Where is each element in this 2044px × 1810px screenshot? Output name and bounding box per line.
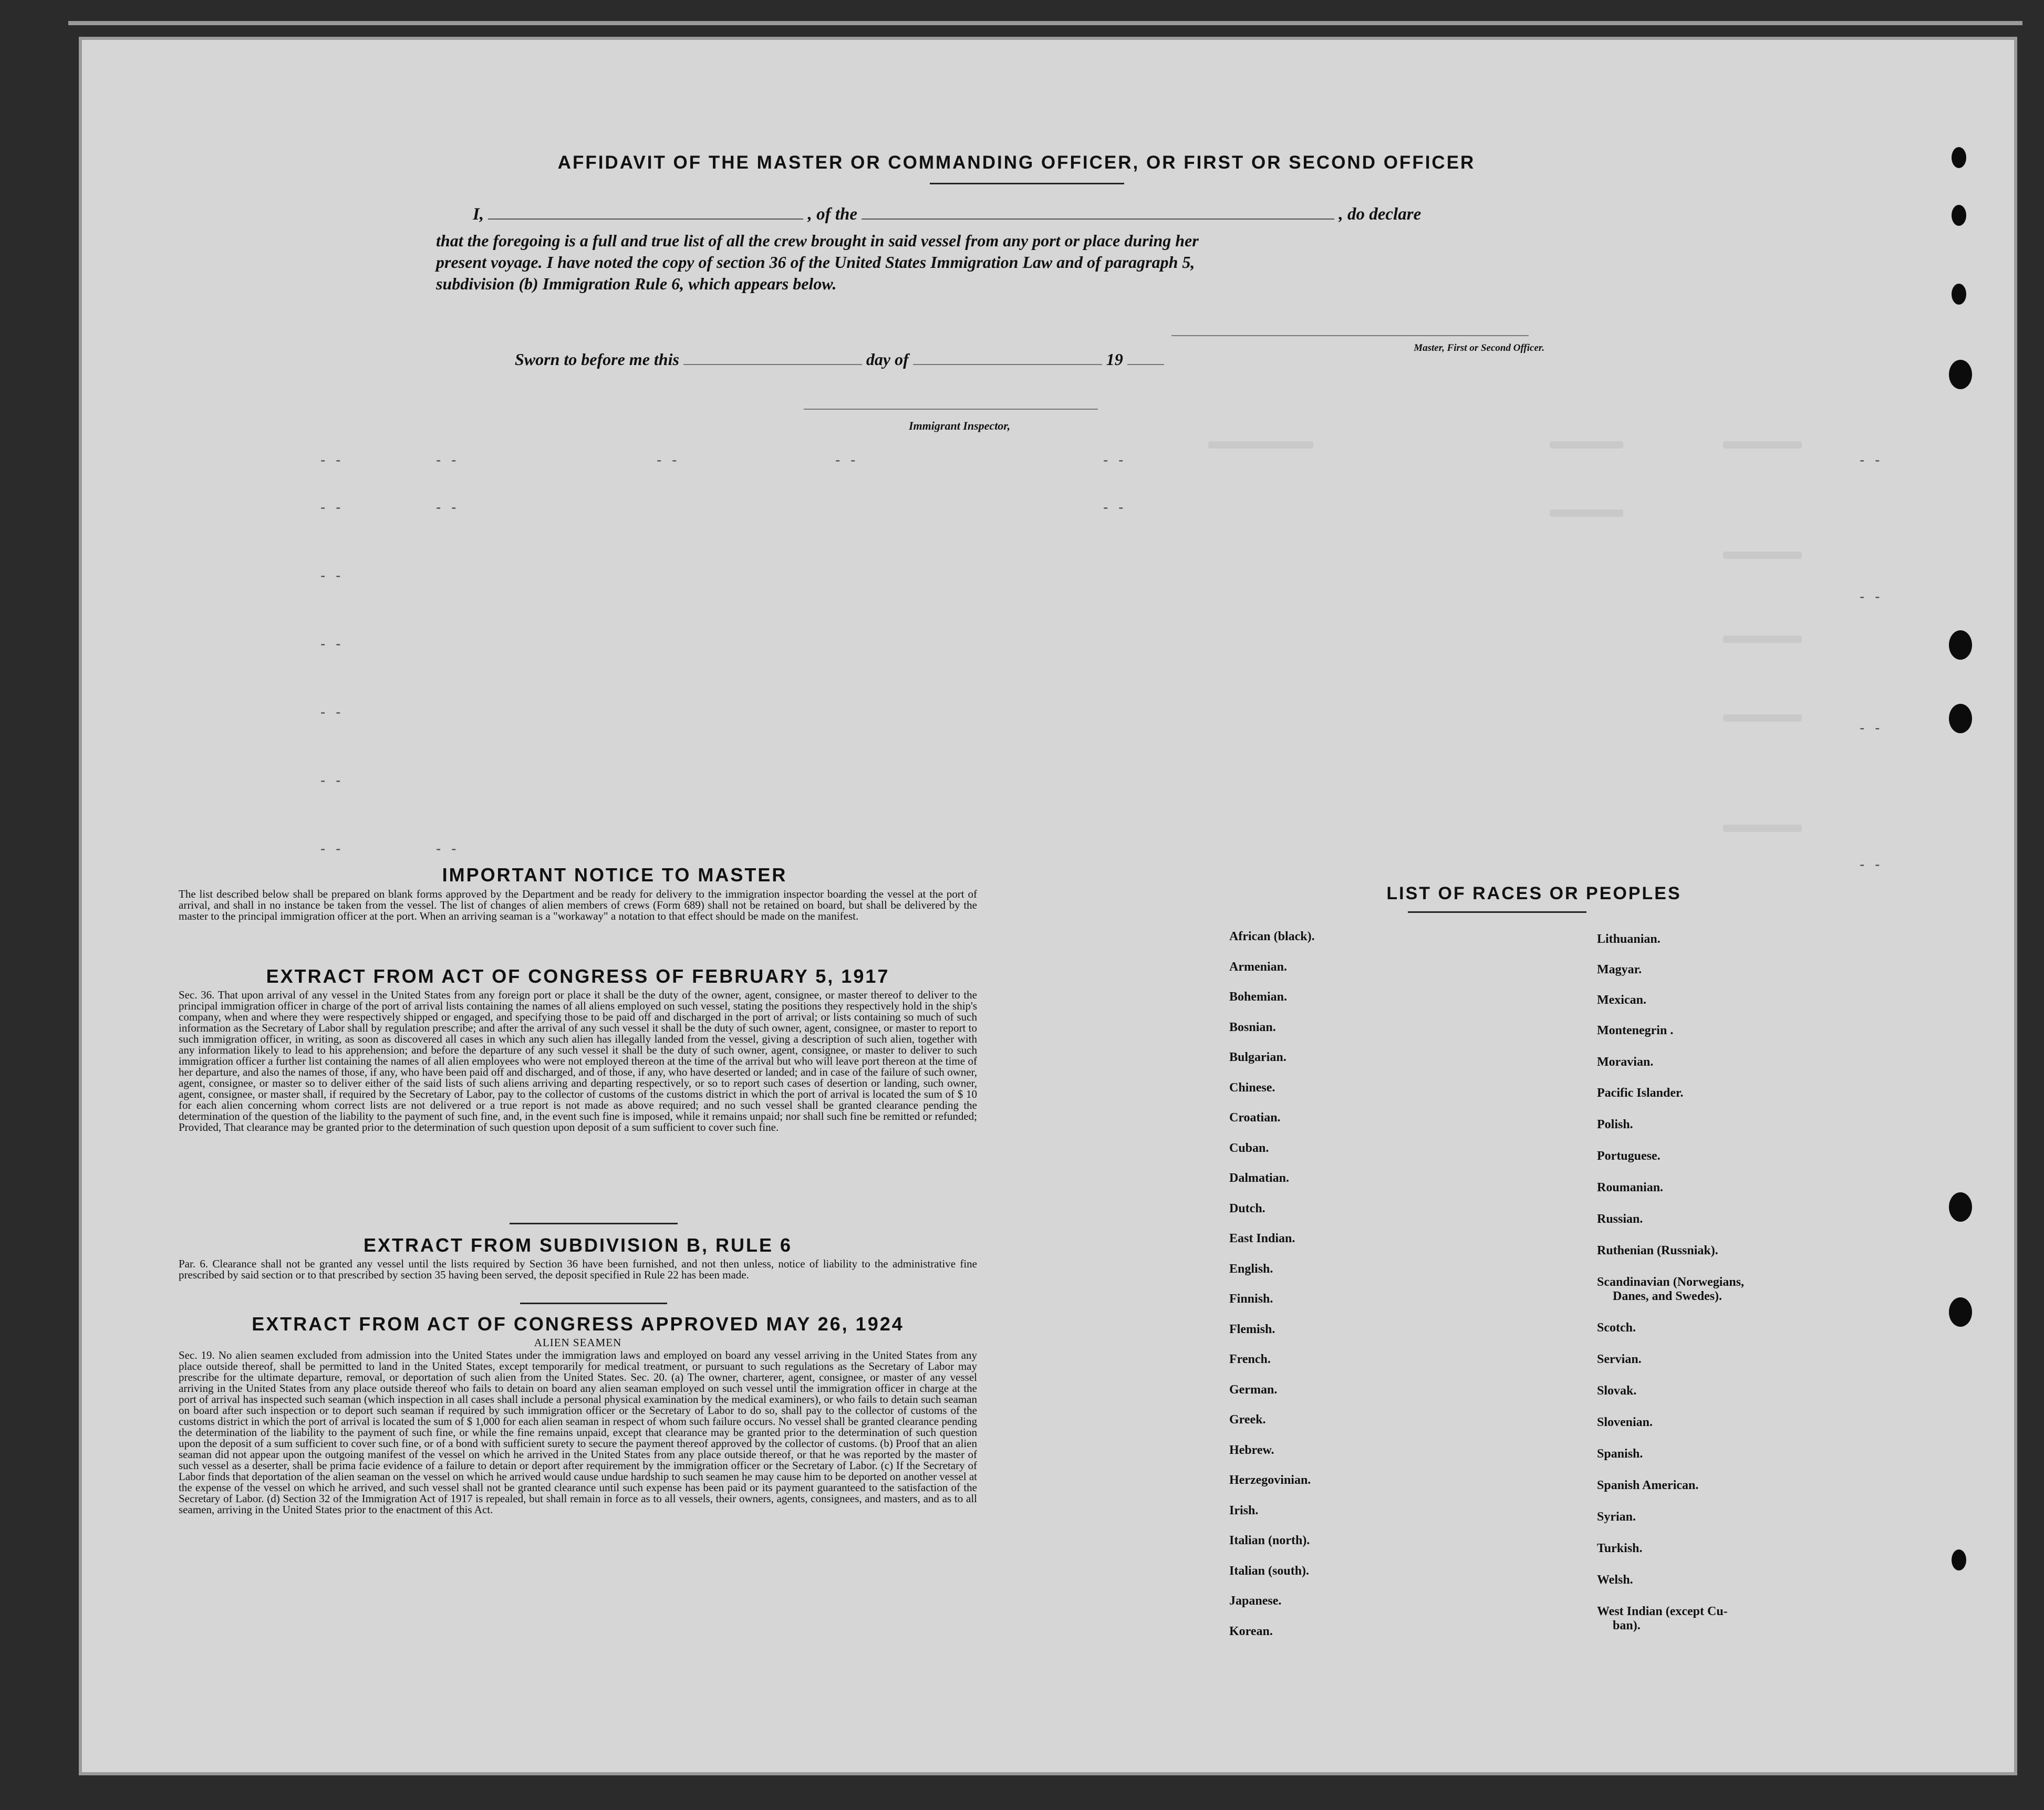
- name-field[interactable]: [488, 219, 803, 220]
- race-list-item: Spanish.: [1597, 1447, 1643, 1461]
- extract-1924-title: EXTRACT FROM ACT OF CONGRESS APPROVED MAY 26, 1924: [252, 1313, 904, 1335]
- notice-title: IMPORTANT NOTICE TO MASTER: [442, 864, 787, 886]
- races-title-underline: [1408, 911, 1586, 913]
- race-list-item: Polish.: [1597, 1118, 1633, 1131]
- binder-hole: [1949, 630, 1972, 660]
- binder-hole: [1949, 704, 1972, 733]
- race-list-item: Welsh.: [1597, 1573, 1633, 1587]
- i-label: I,: [473, 205, 484, 224]
- year-prefix: 19: [1106, 350, 1123, 369]
- bleed-dash: - -: [1103, 452, 1127, 468]
- race-list-item: ban).: [1613, 1619, 1641, 1632]
- race-list-item: Moravian.: [1597, 1055, 1654, 1069]
- race-list-item: Chinese.: [1229, 1080, 1275, 1095]
- page-top-edge: [68, 21, 2022, 25]
- bleed-dash: - -: [320, 772, 344, 788]
- sworn-day-field[interactable]: [683, 364, 862, 365]
- race-list-item: Bohemian.: [1229, 990, 1288, 1004]
- race-list-item: Scandinavian (Norwegians,: [1597, 1275, 1745, 1289]
- extract-1924-subtitle: ALIEN SEAMEN: [534, 1336, 622, 1349]
- bleed-text: [1208, 441, 1313, 449]
- bleed-dash: - -: [1860, 452, 1883, 468]
- signature-label: Master, First or Second Officer.: [1414, 342, 1544, 353]
- do-declare-label: , do declare: [1339, 205, 1422, 224]
- race-list-item: Magyar.: [1597, 963, 1642, 976]
- bleed-dash: - -: [436, 452, 460, 468]
- race-list-item: Pacific Islander.: [1597, 1086, 1684, 1100]
- race-list-item: Dutch.: [1229, 1201, 1265, 1215]
- bleed-text: [1723, 636, 1802, 643]
- bleed-dash: - -: [320, 452, 344, 468]
- binder-hole: [1952, 1549, 1966, 1570]
- affidavit-body-line: present voyage. I have noted the copy of section 36 of the United States Immigration Law and of paragraph 5,: [436, 253, 1195, 272]
- race-list-item: Russian.: [1597, 1212, 1643, 1226]
- race-list-item: Scotch.: [1597, 1321, 1636, 1335]
- title-underline: [930, 183, 1124, 184]
- bleed-text: [1550, 441, 1623, 449]
- bleed-text: [1723, 441, 1802, 449]
- race-list-item: Italian (south).: [1229, 1564, 1310, 1578]
- bleed-dash: - -: [320, 567, 344, 584]
- race-list-item: Mexican.: [1597, 993, 1646, 1007]
- binder-hole: [1949, 360, 1972, 389]
- binder-hole: [1949, 1297, 1972, 1327]
- bleed-dash: - -: [1860, 588, 1883, 605]
- race-list-item: Greek.: [1229, 1413, 1266, 1427]
- race-list-item: Hebrew.: [1229, 1443, 1274, 1457]
- vessel-field[interactable]: [862, 219, 1334, 220]
- declaration-line: [473, 205, 1550, 224]
- bleed-text: [1550, 509, 1623, 517]
- bleed-text: [1723, 552, 1802, 559]
- bleed-text: [1723, 714, 1802, 722]
- inspector-label: Immigrant Inspector,: [909, 419, 1011, 432]
- bleed-dash: - -: [320, 636, 344, 652]
- race-list-item: Japanese.: [1229, 1594, 1282, 1608]
- bleed-dash: - -: [320, 499, 344, 515]
- race-list-item: Armenian.: [1229, 960, 1287, 974]
- race-list-item: French.: [1229, 1353, 1271, 1366]
- race-list-item: English.: [1229, 1262, 1273, 1276]
- bleed-text: [1723, 825, 1802, 832]
- race-list-item: Slovak.: [1597, 1384, 1637, 1398]
- extract-1924-text: Sec. 19. No alien seamen excluded from admission into the United States under the immigration laws and employed on board any vessel arriving in the United States from any place outside thereof, shall be permitted to land in the United States, except temporarily for medical treatment, or pursuant to such regulations as the Secretary of Labor may prescribe for the ultimate departure, removal, or deportation of such alien from the United States. Sec. 20. (a) The owner, charterer, agent, consignee, or master of any vessel arriving in the United States from any place outside thereof who fails to detain on board any alien seaman employed on such vessel until the immigration officer in charge at the port of arrival has inspected such seaman (which inspection in all cases shall include a personal physical examination by the medical examiners), or who fails to detain such seaman on board after such inspection or to deport such seaman if required by such immigration officer or the Secretary of Labor to do so, shall pay to the collector of customs of the customs district in which the port of arrival is located the sum of $ 1,000 for each alien seaman in respect of whom such failure occurs. No vessel shall be granted clearance pending the determination of the liability to the payment of such fine, or while the fine remains unpaid, except that clearance may be granted prior to the determination of such question upon the deposit of a sum sufficient to cover such fine, or of a bond with sufficient surety to secure the payment thereof approved by the collector of customs. (b) Proof that an alien seaman did not appear upon the outgoing manifest of the vessel on which he arrived in the United States from any place outside thereof, or that he was reported by the master of such vessel as a deserter, shall be prima facie evidence of a failure to detain or deport after requirement by the immigration officer or the Secretary of Labor. (c) If the Secretary of Labor finds that deportation of the alien seaman on the vessel on which he arrived would cause undue hardship to such seamen he may cause him to be deported on another vessel at the expense of the vessel on which he arrived, and such vessel shall not be granted clearance until such expense has been paid or its payment guaranteed to the satisfaction of the Secretary of Labor. (d) Section 32 of the Immigration Act of 1917 is repealed, but shall remain in force as to all vessels, their owners, agents, consignees, and masters, and as to all seamen, arriving in the United States prior to the enactment of this Act.: [179, 1349, 977, 1516]
- race-list-item: Herzegovinian.: [1229, 1473, 1311, 1487]
- sworn-line: [515, 350, 1408, 369]
- race-list-item: Lithuanian.: [1597, 932, 1661, 946]
- race-list-item: Croatian.: [1229, 1111, 1281, 1125]
- notice-text: The list described below shall be prepared on blank forms approved by the Department and be ready for delivery to the immigration inspector boarding the vessel at the port of arrival, and shall in no instance be taken from the vessel. The list of changes of alien members of crews (Form 689) shall not be retained on board, but shall be delivered by the master to the principal immigration officer at the port. When an arriving seaman is a "workaway" a notation to that effect should be made on the manifest.: [179, 888, 977, 922]
- extract-rule6-text: Par. 6. Clearance shall not be granted any vessel until the lists required by Section 36 have been furnished, and not then unless, notice of liability to the administrative fine prescribed by said section or to that prescribed by section 35 having been served, the deposit specified in Rule 22 has been made.: [179, 1257, 977, 1281]
- race-list-item: Italian (north).: [1229, 1534, 1310, 1547]
- bleed-dash: - -: [436, 840, 460, 857]
- race-list-item: Montenegrin .: [1597, 1024, 1674, 1037]
- race-list-item: German.: [1229, 1382, 1278, 1397]
- bleed-dash: - -: [1103, 499, 1127, 515]
- race-list-item: Syrian.: [1597, 1510, 1636, 1524]
- bleed-dash: - -: [1860, 720, 1883, 736]
- binder-hole: [1952, 284, 1966, 305]
- sworn-month-field[interactable]: [913, 364, 1102, 365]
- race-list-item: Portuguese.: [1597, 1149, 1661, 1163]
- affidavit-body-line: that the foregoing is a full and true list of all the crew brought in said vessel from any port or place during her: [436, 231, 1199, 250]
- extract-rule6-title: EXTRACT FROM SUBDIVISION B, RULE 6: [363, 1234, 793, 1256]
- bleed-dash: - -: [320, 840, 344, 857]
- race-list-item: Danes, and Swedes).: [1613, 1289, 1723, 1303]
- race-list-item: West Indian (except Cu-: [1597, 1605, 1728, 1618]
- bleed-dash: - -: [835, 452, 859, 468]
- race-list-item: East Indian.: [1229, 1232, 1295, 1245]
- race-list-item: Roumanian.: [1597, 1181, 1664, 1194]
- race-list-item: Ruthenian (Russniak).: [1597, 1244, 1718, 1257]
- binder-hole: [1952, 205, 1966, 226]
- of-the-label: , of the: [807, 205, 858, 224]
- race-list-item: Bulgarian.: [1229, 1050, 1286, 1064]
- race-list-item: Irish.: [1229, 1503, 1259, 1517]
- race-list-item: Flemish.: [1229, 1322, 1275, 1336]
- affidavit-title: AFFIDAVIT OF THE MASTER OR COMMANDING OFFICER, OR FIRST OR SECOND OFFICER: [557, 152, 1476, 173]
- bleed-dash: - -: [320, 704, 344, 720]
- race-list-item: Servian.: [1597, 1353, 1642, 1366]
- section-divider: [520, 1303, 667, 1304]
- sworn-label: Sworn to before me this: [515, 350, 679, 369]
- affidavit-body-line: subdivision (b) Immigration Rule 6, which appears below.: [436, 274, 837, 293]
- race-list-item: Spanish American.: [1597, 1479, 1699, 1492]
- race-list-item: Cuban.: [1229, 1141, 1269, 1155]
- bleed-dash: - -: [436, 499, 460, 515]
- race-list-item: Bosnian.: [1229, 1020, 1276, 1034]
- extract-1917-title: EXTRACT FROM ACT OF CONGRESS OF FEBRUARY 5, 1917: [266, 965, 890, 987]
- race-list-item: Dalmatian.: [1229, 1171, 1289, 1185]
- sworn-year-field[interactable]: [1127, 364, 1164, 365]
- extract-1917-text: Sec. 36. That upon arrival of any vessel in the United States from any foreign port or place it shall be the duty of the owner, agent, consignee, or master thereof to deliver to the principal immigration officer in charge of the port of arrival lists containing the names of all aliens employed on such vessel, stating the positions they respectively hold in the ship's company, when and where they were respectively shipped or engaged, and specifying those to be paid off and discharged in the port of arrival; or lists containing so much of such information as the Secretary of Labor shall by regulation prescribe; and after the arrival of any such vessel it shall be the duty of such owner, agent, consignee, or master to report to such immigration officer, in writing, as soon as discovered all cases in which any such alien has illegally landed from the vessel, giving a description of such alien, together with any information likely to lead to his apprehension; and before the departure of any such vessel it shall be the duty of such owner, agent, consignee, or master to deliver to such immigration officer a further list containing the names of all alien employees who were not employed thereon at the time of the arrival but who will leave port thereon at the time of her departure, and also the names of those, if any, who have been paid off and discharged, and of those, if any, who have deserted or landed; and in case of the failure of such owner, agent, consignee, or master so to deliver either of the said lists of such aliens arriving and departing respectively, or so to report such cases of desertion or landing, such owner, agent, consignee, or master shall, if required by the Secretary of Labor, pay to the collector of customs of the customs district in which the port of arrival is located the sum of $ 10 for each alien concerning whom correct lists are not delivered or a true report is not made as above required; and no such vessel shall be granted clearance pending the determination of the question of the liability to the payment of such fine, and, in the event such fine is imposed, while it remains unpaid; nor shall such fine be remitted or refunded; Provided, That clearance may be granted prior to the determination of such question upon deposit of a sum sufficient to cover such fine.: [179, 989, 977, 1133]
- signature-line[interactable]: [1171, 335, 1529, 336]
- binder-hole: [1949, 1192, 1972, 1222]
- race-list-item: Korean.: [1229, 1624, 1273, 1638]
- binder-hole: [1952, 147, 1966, 168]
- race-list-item: Turkish.: [1597, 1542, 1643, 1555]
- bleed-dash: - -: [657, 452, 680, 468]
- race-list-item: Finnish.: [1229, 1292, 1273, 1306]
- races-title: LIST OF RACES OR PEOPLES: [1386, 883, 1682, 903]
- form-sheet: [79, 37, 2017, 1775]
- day-of-label: day of: [866, 350, 909, 369]
- race-list-item: African (black).: [1229, 930, 1315, 943]
- inspector-line[interactable]: [804, 409, 1098, 410]
- bleed-dash: - -: [1860, 856, 1883, 872]
- section-divider: [510, 1223, 678, 1224]
- race-list-item: Slovenian.: [1597, 1416, 1653, 1429]
- affidavit-body: [436, 230, 1555, 295]
